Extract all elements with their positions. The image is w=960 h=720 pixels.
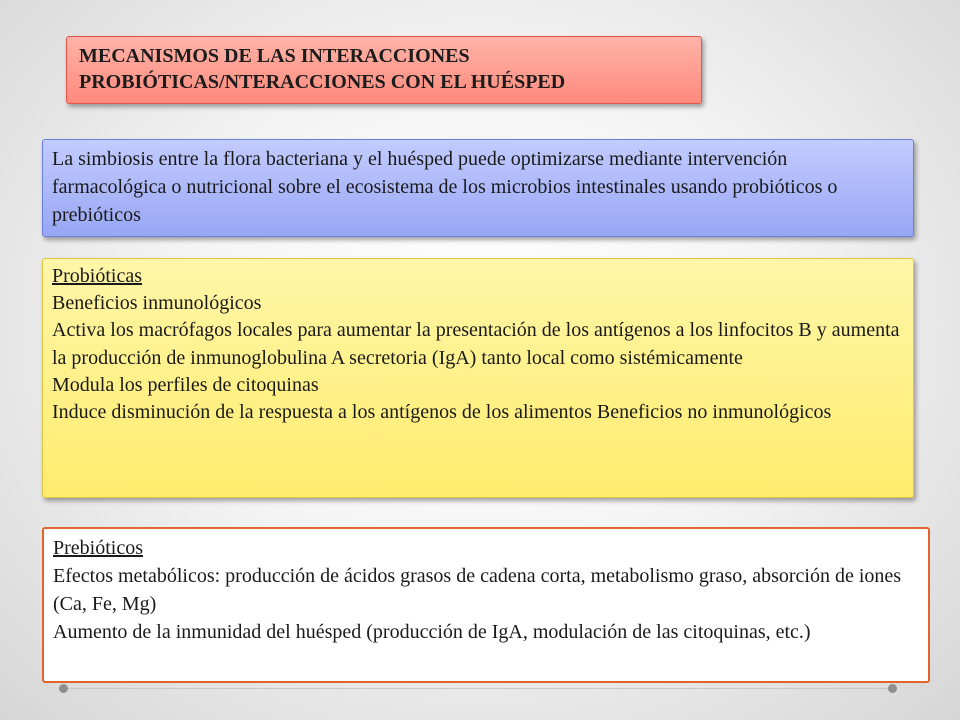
- probioticas-line-3: Modula los perfiles de citoquinas: [52, 373, 319, 396]
- prebioticos-line-2: Aumento de la inmunidad del huésped (producción de IgA, modulación de las citoquinas, etc.): [53, 621, 811, 643]
- footer-rule: [64, 688, 892, 689]
- probioticas-heading: Probióticas: [52, 265, 142, 287]
- title-box: [66, 36, 702, 104]
- prebioticos-heading: Prebióticos: [53, 537, 143, 559]
- prebioticos-line-1: Efectos metabólicos: producción de ácidos grasos de cadena corta, metabolismo graso, absorción de iones (Ca, Fe, Mg): [53, 565, 902, 615]
- intro-text: La simbiosis entre la flora bacteriana y el huésped puede optimizarse mediante intervención farmacológica o nutricional sobre el ecosistema de los microbios intestinales usando probióticos o prebióticos: [52, 148, 838, 226]
- intro-box: [42, 139, 914, 237]
- prebioticos-box: [42, 527, 930, 683]
- probioticas-box: [42, 258, 914, 498]
- probioticas-line-1: Beneficios inmunológicos: [52, 292, 262, 315]
- footer-dot-left: [59, 684, 68, 693]
- probioticas-line-2: Activa los macrófagos locales para aumentar la presentación de los antígenos a los linfocitos B y aumenta la producción de inmunoglobulina A secretoria (IgA) tanto local como sistémicamente: [52, 319, 900, 369]
- footer-dot-right: [888, 684, 897, 693]
- title-line-1: MECANISMOS DE LAS INTERACCIONES: [79, 45, 470, 67]
- title-line-2: PROBIÓTICAS/NTERACCIONES CON EL HUÉSPED: [79, 71, 566, 93]
- probioticas-line-4: Induce disminución de la respuesta a los antígenos de los alimentos Beneficios no inmunológicos: [52, 401, 832, 424]
